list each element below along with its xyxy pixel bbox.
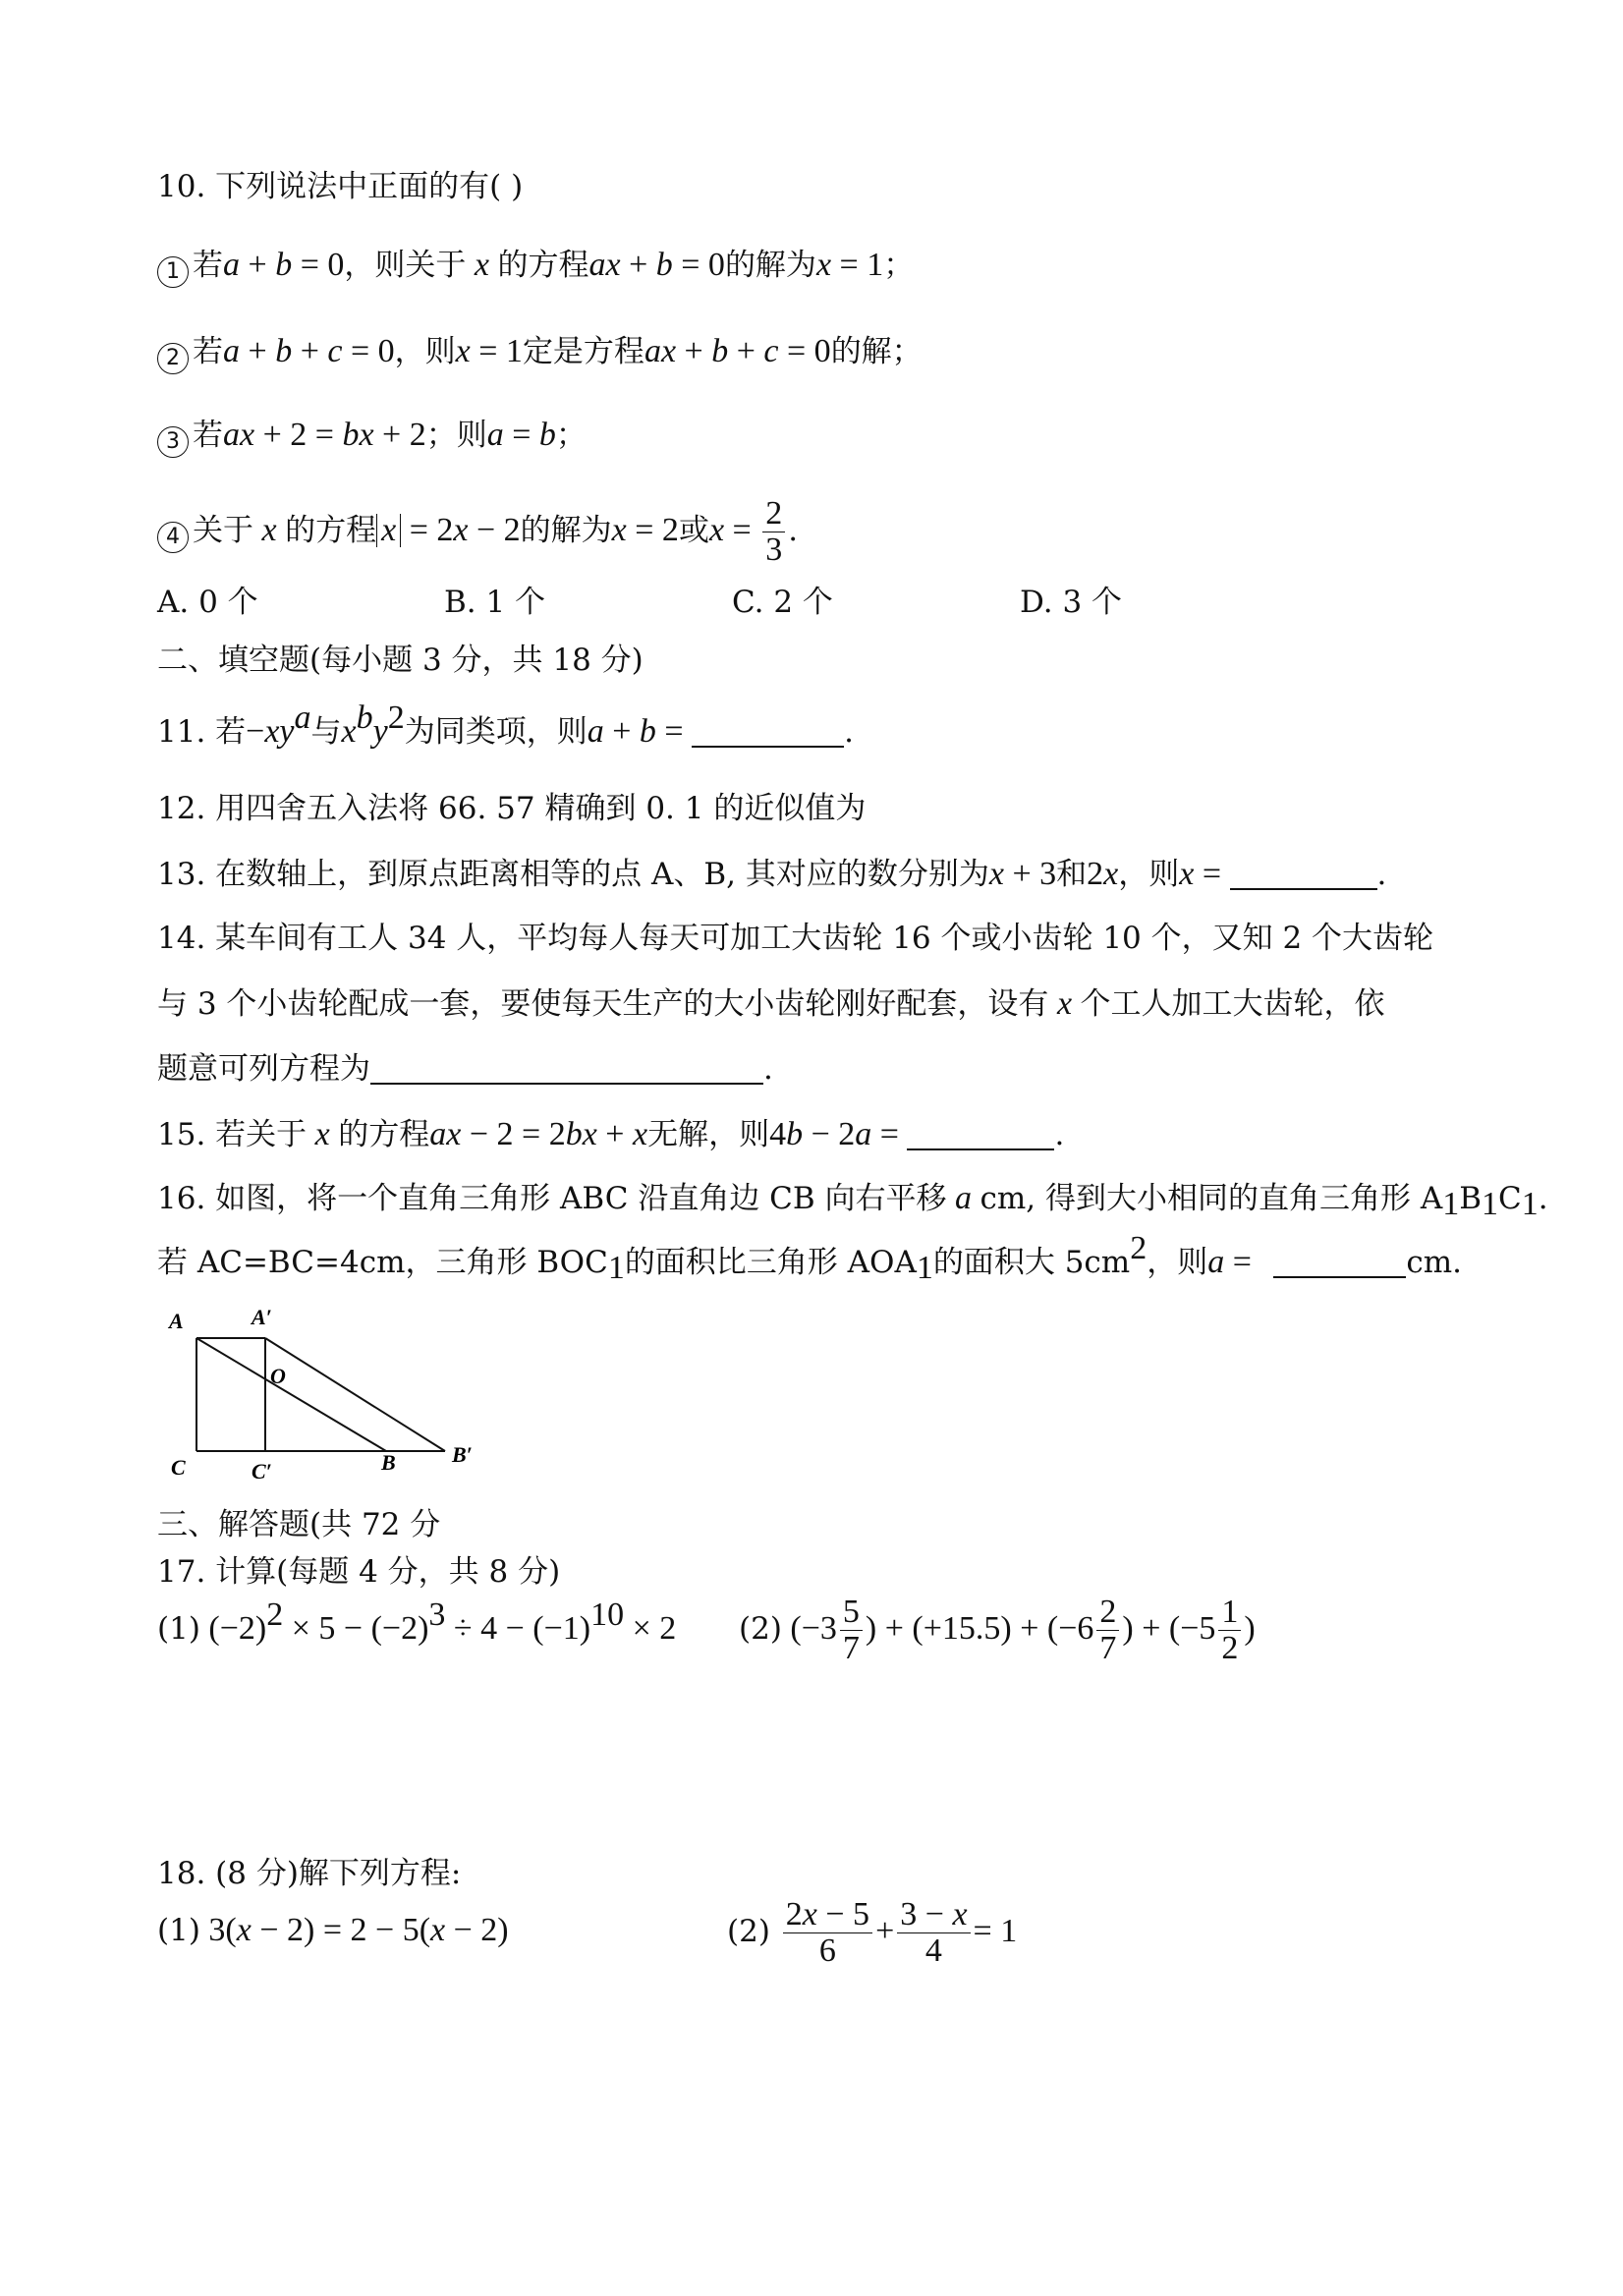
label-B: B <box>381 1450 396 1475</box>
section-2-title: 二、填空题(每小题 3 分，共 18 分) <box>157 643 644 678</box>
q15: 15. 若关于 x 的方程ax − 2 = 2bx + x无解，则4b − 2a = . <box>157 1116 1065 1152</box>
option-c: C. 2 个 <box>732 585 833 620</box>
q10-statement-4: 4 关于 x 的方程 x = 2x − 2的解为x = 2或x = $\frac{2}{3}$ . <box>157 496 798 568</box>
q16-line-1: 16. 如图，将一个直角三角形 ABC 沿直角边 CB 向右平移 a cm, 得到大小相同的直角三角形 $A_1B_1C_1$. <box>157 1180 1548 1222</box>
q16-line-2: 若 AC=BC=4cm，三角形 $BOC_1$的面积比三角形 $AOA_1$的面积大 $5cm^2$，则a = cm. <box>157 1230 1463 1286</box>
q10-statement-3: 3 若ax + 2 = bx + 2；则a = b； <box>157 416 587 458</box>
label-C: C <box>171 1455 186 1480</box>
q17-title: 17. 计算(每题 4 分，共 8 分) <box>157 1554 561 1590</box>
q18-part-2: (2) $\frac{2x - 5}{6}$ + $\frac{3 - x}{4}$ = 1 <box>727 1896 1018 1969</box>
q15-answer-blank[interactable] <box>907 1119 1054 1150</box>
q11: 11. 若$-xy^a$与$x^by^2$为同类项，则a + b = . <box>157 700 854 750</box>
circled-number-3: 3 <box>157 426 189 458</box>
q12: 12. 用四舍五入法将 66. 57 精确到 0. 1 的近似值为 <box>157 791 867 826</box>
q10-statement-1: 1 若a + b = 0，则关于 x 的方程ax + b = 0的解为x = 1； <box>157 246 914 288</box>
q14-line-1: 14. 某车间有工人 34 人，平均每人每天可加工大齿轮 16 个或小齿轮 10 个，又知 2 个大齿轮 <box>157 921 1434 956</box>
q10-stem: 10. 下列说法中正面的有( ) <box>157 169 524 204</box>
option-d: D. 3 个 <box>1020 585 1123 620</box>
section-3-title: 三、解答题(共 72 分 <box>157 1507 441 1542</box>
triangle-translation-figure <box>157 1302 491 1488</box>
q16-answer-blank[interactable] <box>1273 1247 1406 1278</box>
option-b: B. 1 个 <box>444 585 546 620</box>
q18-title: 18. (8 分)解下列方程: <box>157 1856 462 1891</box>
label-B-prime: B′ <box>452 1442 473 1467</box>
q14-answer-blank[interactable] <box>370 1053 763 1085</box>
option-a: A. 0 个 <box>157 585 258 620</box>
q13-answer-blank[interactable] <box>1230 859 1377 890</box>
q14-line-2: 与 3 个小齿轮配成一套，要使每天生产的大小齿轮刚好配套，设有 x 个工人加工大齿轮，依 <box>157 985 1385 1022</box>
label-A-prime: A′ <box>252 1305 272 1329</box>
label-O: O <box>270 1364 286 1388</box>
q17-part-1: (1) $(-2)^2 \times 5 - (-2)^3 \div 4 - (-1)^{10} \times 2$ <box>157 1596 677 1647</box>
circled-number-1: 1 <box>157 256 189 288</box>
q11-answer-blank[interactable] <box>692 716 844 748</box>
label-A: A <box>169 1309 184 1333</box>
q14-line-3: 题意可列方程为 . <box>157 1051 773 1087</box>
q18-part-1: (1) 3(x − 2) = 2 − 5(x − 2) <box>157 1912 509 1948</box>
q10-statement-2: 2 若a + b + c = 0，则x = 1定是方程ax + b + c = 0的解； <box>157 332 923 374</box>
circled-number-2: 2 <box>157 343 189 374</box>
label-C-prime: C′ <box>252 1459 272 1484</box>
q17-part-2: (2) (−3 $\frac{5}{7}$ ) + (+15.5) + (−6 $\frac{2}{7}$ ) + (−5 $\frac{1}{2}$ ) <box>739 1594 1256 1666</box>
circled-number-4: 4 <box>157 522 189 553</box>
q13: 13. 在数轴上，到原点距离相等的点 A、B, 其对应的数分别为x + 3和2x，则x = . <box>157 856 1387 892</box>
